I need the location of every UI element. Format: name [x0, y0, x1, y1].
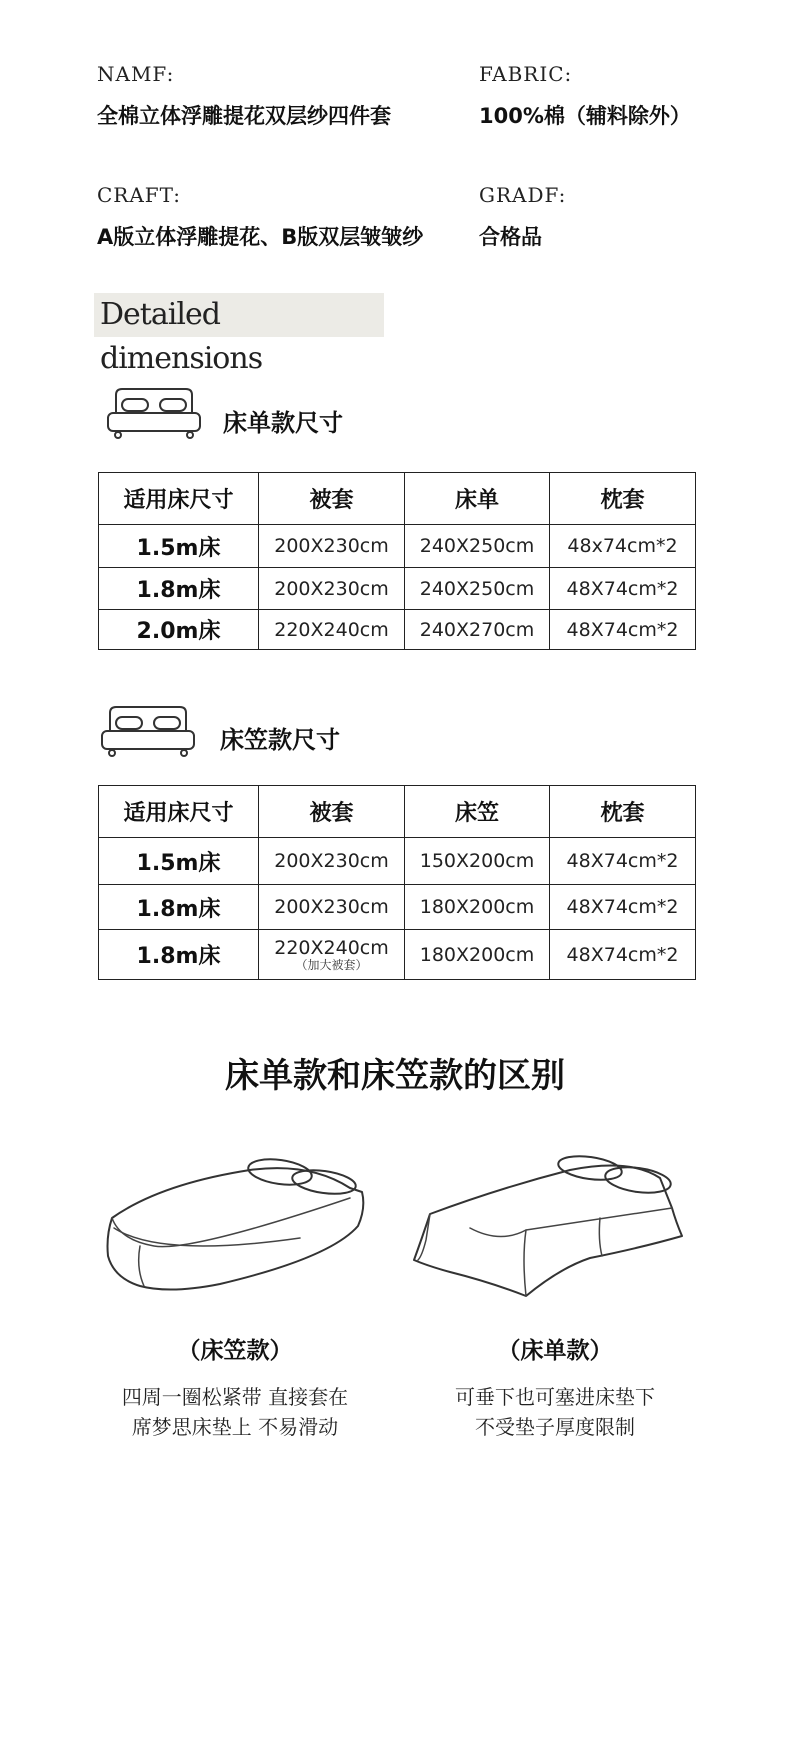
duvet-cell: 200X230cm	[259, 885, 405, 930]
header-sheet: 床单	[405, 473, 550, 525]
sheet-size-table	[98, 472, 696, 650]
dimensions-title: Detailed dimensions	[94, 293, 384, 337]
fitted-size-table	[98, 785, 696, 980]
header-pillow: 枕套	[550, 786, 696, 838]
duvet-cell: 200X230cm	[259, 525, 405, 568]
fitted-cell: 150X200cm	[405, 838, 550, 885]
pillow-cell: 48X74cm*2	[550, 838, 696, 885]
sheet-cell: 240X250cm	[405, 525, 550, 568]
comparison-title: 床单款和床笠款的区别	[225, 1056, 565, 1096]
sheet-section-title: 床单款尺寸	[223, 409, 343, 437]
duvet-size: 220X240cm	[274, 937, 389, 959]
fitted-desc-line1: 四周一圈松紧带 直接套在	[121, 1385, 349, 1409]
table-row	[99, 525, 696, 568]
header-duvet: 被套	[259, 786, 405, 838]
bed-size-cell: 1.5m床	[99, 525, 259, 568]
header-bed-size: 适用床尺寸	[99, 786, 259, 838]
table-header-row	[99, 473, 696, 525]
table-row	[99, 610, 696, 650]
craft-value: A版立体浮雕提花、B版双层皱皱纱	[97, 225, 424, 249]
bed-size-cell: 1.8m床	[99, 885, 259, 930]
table-row	[99, 930, 696, 980]
bed-size-cell: 1.8m床	[99, 568, 259, 610]
grade-value: 合格品	[479, 225, 542, 249]
bed-icon	[104, 385, 204, 441]
pillow-cell: 48X74cm*2	[550, 610, 696, 650]
flat-sheet-illustration	[410, 1148, 690, 1308]
bed-icon	[98, 703, 198, 759]
craft-label: CRAFT:	[97, 183, 182, 207]
table-row	[99, 568, 696, 610]
header-pillow: 枕套	[550, 473, 696, 525]
fitted-section-title: 床笠款尺寸	[220, 726, 340, 754]
duvet-cell: 220X240cm	[259, 610, 405, 650]
duvet-cell: 200X230cm	[259, 838, 405, 885]
fitted-cell: 180X200cm	[405, 885, 550, 930]
duvet-cell: 200X230cm	[259, 568, 405, 610]
table-row	[99, 885, 696, 930]
header-fitted: 床笠	[405, 786, 550, 838]
header-bed-size: 适用床尺寸	[99, 473, 259, 525]
sheet-desc-line2: 不受垫子厚度限制	[475, 1415, 635, 1439]
pillow-cell: 48X74cm*2	[550, 568, 696, 610]
name-label: NAMF:	[97, 62, 175, 86]
sheet-caption: （床单款）	[497, 1338, 613, 1364]
pillow-cell: 48x74cm*2	[550, 525, 696, 568]
pillow-cell: 48X74cm*2	[550, 930, 696, 980]
table-row	[99, 838, 696, 885]
fabric-value: 100%棉（辅料除外）	[479, 104, 691, 128]
header-duvet: 被套	[259, 473, 405, 525]
bed-size-cell: 1.5m床	[99, 838, 259, 885]
bed-size-cell: 2.0m床	[99, 610, 259, 650]
fitted-bed-illustration	[100, 1148, 370, 1298]
duvet-cell	[259, 930, 405, 980]
pillow-cell: 48X74cm*2	[550, 885, 696, 930]
grade-label: GRADF:	[479, 183, 567, 207]
fitted-desc-line2: 席梦思床垫上 不易滑动	[131, 1415, 339, 1439]
table-header-row	[99, 786, 696, 838]
fabric-label: FABRIC:	[479, 62, 573, 86]
fitted-cell: 180X200cm	[405, 930, 550, 980]
duvet-note: （加大被套）	[295, 958, 368, 972]
fitted-caption: （床笠款）	[177, 1338, 293, 1364]
sheet-desc-line1: 可垂下也可塞进床垫下	[455, 1385, 655, 1409]
name-value: 全棉立体浮雕提花双层纱四件套	[97, 104, 391, 128]
sheet-cell: 240X270cm	[405, 610, 550, 650]
sheet-cell: 240X250cm	[405, 568, 550, 610]
bed-size-cell: 1.8m床	[99, 930, 259, 980]
